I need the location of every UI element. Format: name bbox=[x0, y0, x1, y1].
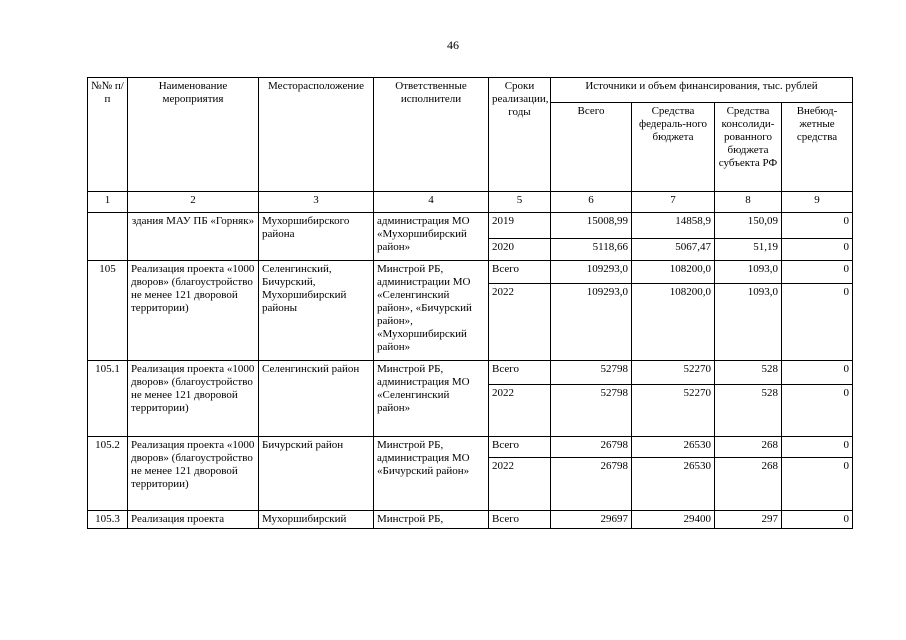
item-number bbox=[88, 213, 128, 261]
item-number: 105 bbox=[88, 261, 128, 361]
item-extrabudget: 0 bbox=[782, 437, 853, 458]
item-period: 2019 bbox=[489, 213, 551, 239]
column-index: 7 bbox=[632, 192, 715, 213]
item-consolidated: 51,19 bbox=[715, 239, 782, 261]
item-total: 52798 bbox=[551, 361, 632, 385]
column-index: 2 bbox=[128, 192, 259, 213]
header-total: Всего bbox=[551, 103, 632, 192]
item-total: 26798 bbox=[551, 458, 632, 511]
table-row bbox=[88, 261, 853, 284]
item-period: Всего bbox=[489, 361, 551, 385]
item-consolidated: 528 bbox=[715, 385, 782, 437]
item-consolidated: 1093,0 bbox=[715, 284, 782, 361]
item-extrabudget: 0 bbox=[782, 261, 853, 284]
item-responsible: Минстрой РБ, администрация МО «Селенгинский район» bbox=[374, 361, 489, 437]
item-total: 52798 bbox=[551, 385, 632, 437]
item-extrabudget: 0 bbox=[782, 213, 853, 239]
header-num: №№ п/п bbox=[88, 78, 128, 192]
item-name: Реализация проекта «1000 дворов» (благоустройство не менее 121 дворовой территории) bbox=[128, 437, 259, 511]
table-row bbox=[88, 361, 853, 385]
item-period: 2022 bbox=[489, 458, 551, 511]
item-location: Бичурский район bbox=[259, 437, 374, 511]
header-federal: Средства федераль-ного бюджета bbox=[632, 103, 715, 192]
item-extrabudget: 0 bbox=[782, 239, 853, 261]
column-index: 4 bbox=[374, 192, 489, 213]
item-number: 105.3 bbox=[88, 511, 128, 529]
item-total: 26798 bbox=[551, 437, 632, 458]
item-federal: 52270 bbox=[632, 361, 715, 385]
header-row bbox=[88, 78, 853, 103]
column-index: 8 bbox=[715, 192, 782, 213]
header-financing: Источники и объем финансирования, тыс. рублей bbox=[551, 78, 853, 103]
item-consolidated: 150,09 bbox=[715, 213, 782, 239]
item-federal: 14858,9 bbox=[632, 213, 715, 239]
item-responsible: Минстрой РБ, bbox=[374, 511, 489, 529]
header-name: Наименование мероприятия bbox=[128, 78, 259, 192]
item-federal: 5067,47 bbox=[632, 239, 715, 261]
item-extrabudget: 0 bbox=[782, 458, 853, 511]
column-index: 6 bbox=[551, 192, 632, 213]
item-consolidated: 268 bbox=[715, 458, 782, 511]
item-number: 105.1 bbox=[88, 361, 128, 437]
item-federal: 108200,0 bbox=[632, 284, 715, 361]
item-consolidated: 268 bbox=[715, 437, 782, 458]
column-index: 1 bbox=[88, 192, 128, 213]
item-location: Мухоршибирского района bbox=[259, 213, 374, 261]
item-period: 2022 bbox=[489, 385, 551, 437]
table-row bbox=[88, 511, 853, 529]
item-consolidated: 1093,0 bbox=[715, 261, 782, 284]
item-period: 2020 bbox=[489, 239, 551, 261]
item-total: 29697 bbox=[551, 511, 632, 529]
item-extrabudget: 0 bbox=[782, 361, 853, 385]
item-extrabudget: 0 bbox=[782, 284, 853, 361]
item-total: 5118,66 bbox=[551, 239, 632, 261]
item-location: Селенгинский, Бичурский, Мухоршибирский районы bbox=[259, 261, 374, 361]
item-federal: 26530 bbox=[632, 437, 715, 458]
item-name: Реализация проекта «1000 дворов» (благоустройство не менее 121 дворовой территории) bbox=[128, 361, 259, 437]
item-name: Реализация проекта bbox=[128, 511, 259, 529]
item-period: 2022 bbox=[489, 284, 551, 361]
item-period: Всего bbox=[489, 511, 551, 529]
header-consolidated: Средства консолиди-рованного бюджета субъекта РФ bbox=[715, 103, 782, 192]
item-extrabudget: 0 bbox=[782, 385, 853, 437]
financing-table bbox=[87, 77, 853, 529]
item-extrabudget: 0 bbox=[782, 511, 853, 529]
item-consolidated: 297 bbox=[715, 511, 782, 529]
item-period: Всего bbox=[489, 437, 551, 458]
item-federal: 26530 bbox=[632, 458, 715, 511]
item-federal: 108200,0 bbox=[632, 261, 715, 284]
column-index: 5 bbox=[489, 192, 551, 213]
table-row bbox=[88, 437, 853, 458]
item-period: Всего bbox=[489, 261, 551, 284]
header-responsible: Ответственные исполнители bbox=[374, 78, 489, 192]
item-number: 105.2 bbox=[88, 437, 128, 511]
header-period: Сроки реализации, годы bbox=[489, 78, 551, 192]
item-name: здания МАУ ПБ «Горняк» bbox=[128, 213, 259, 261]
item-consolidated: 528 bbox=[715, 361, 782, 385]
header-location: Месторасположение bbox=[259, 78, 374, 192]
item-federal: 29400 bbox=[632, 511, 715, 529]
item-responsible: администрация МО «Мухоршибирский район» bbox=[374, 213, 489, 261]
item-total: 109293,0 bbox=[551, 261, 632, 284]
page-number: 46 bbox=[447, 38, 459, 52]
item-location: Мухоршибирский bbox=[259, 511, 374, 529]
item-total: 109293,0 bbox=[551, 284, 632, 361]
item-total: 15008,99 bbox=[551, 213, 632, 239]
item-responsible: Минстрой РБ, администрация МО «Бичурский район» bbox=[374, 437, 489, 511]
table-row bbox=[88, 213, 853, 239]
column-index: 3 bbox=[259, 192, 374, 213]
column-index-row bbox=[88, 192, 853, 213]
item-responsible: Минстрой РБ, администрации МО «Селенгинский район», «Бичурский район», «Мухоршибирский район» bbox=[374, 261, 489, 361]
item-federal: 52270 bbox=[632, 385, 715, 437]
column-index: 9 bbox=[782, 192, 853, 213]
item-location: Селенгинский район bbox=[259, 361, 374, 437]
item-name: Реализация проекта «1000 дворов» (благоустройство не менее 121 дворовой территории) bbox=[128, 261, 259, 361]
header-extrabudget: Внебюд-жетные средства bbox=[782, 103, 853, 192]
